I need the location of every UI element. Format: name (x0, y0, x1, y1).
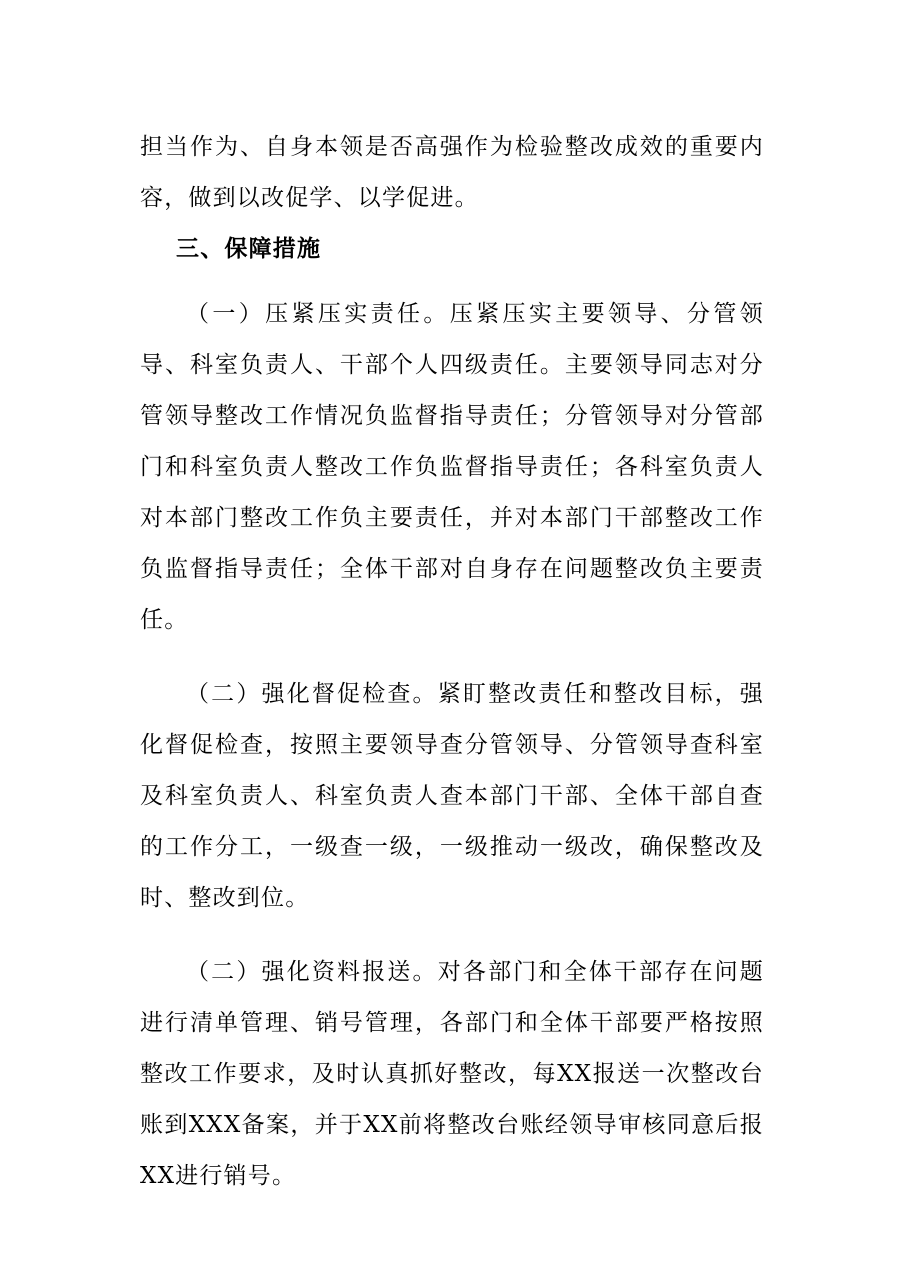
document-body (140, 122, 764, 1202)
paragraph-reporting: （二）强化资料报送。对各部门和全体干部存在问题进行清单管理、销号管理，各部门和全体干部要严格按照整改工作要求，及时认真抓好整改，每XX报送一次整改台账到XXX备案，并于XX前将整改台账经领导审核同意后报XX进行销号。 (140, 959, 764, 1189)
section-heading: 三、保障措施 (176, 236, 322, 262)
continuation-paragraph: 担当作为、自身本领是否高强作为检验整改成效的重要内容，做到以改促学、以学促进。 (140, 134, 764, 211)
paragraph-responsibility: （一）压紧压实责任。压紧压实主要领导、分管领导、科室负责人、干部个人四级责任。主要领导同志对分管领导整改工作情况负监督指导责任；分管领导对分管部门和科室负责人整改工作负监督指导责任；各科室负责人对本部门整改工作负主要责任，并对本部门干部整改工作负监督指导责任；全体干部对自身存在问题整改负主要责任。 (140, 301, 764, 633)
paragraph-supervision: （二）强化督促检查。紧盯整改责任和整改目标，强化督促检查，按照主要领导查分管领导、分管领导查科室及科室负责人、科室负责人查本部门干部、全体干部自查的工作分工，一级查一级，一级推动一级改，确保整改及时、整改到位。 (140, 681, 764, 911)
